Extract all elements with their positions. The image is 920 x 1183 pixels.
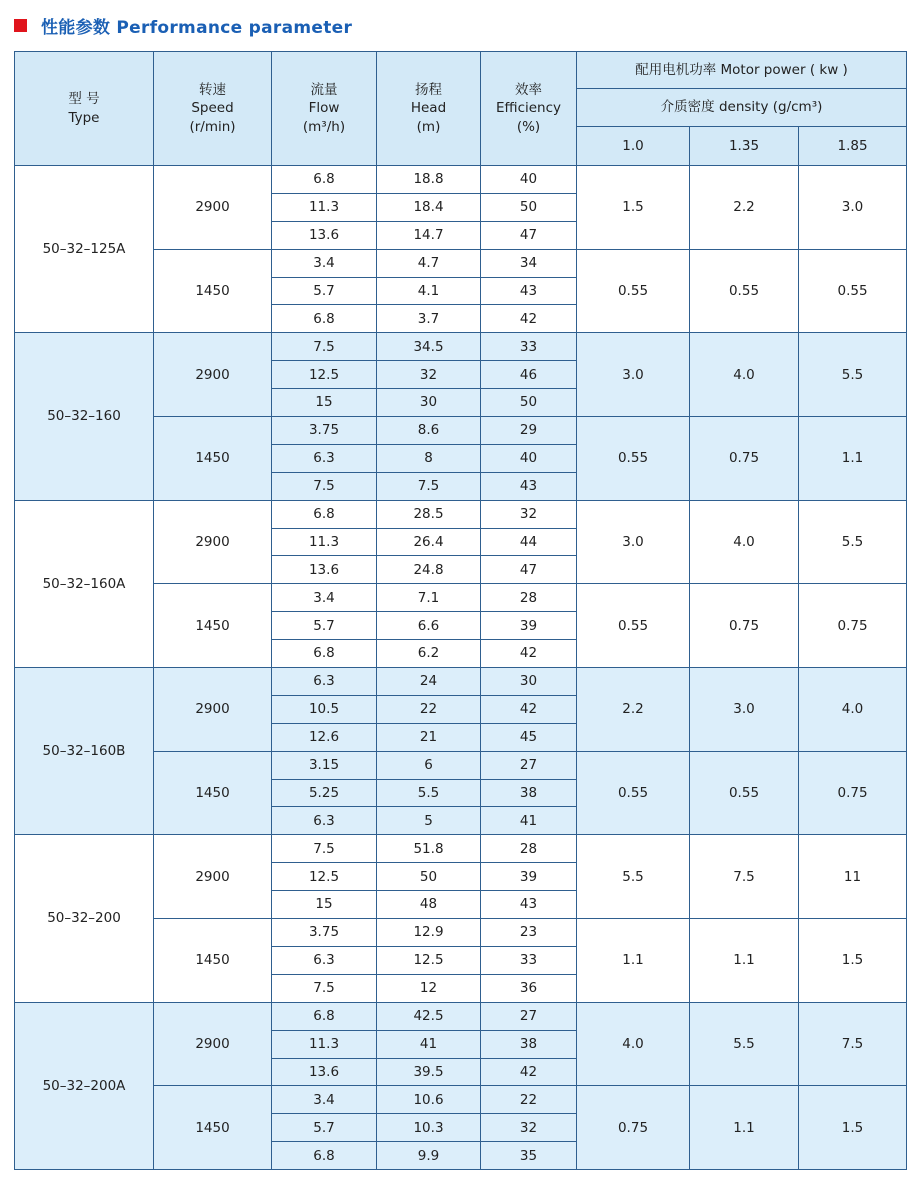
cell-efficiency: 42 — [481, 695, 577, 723]
cell-efficiency: 30 — [481, 668, 577, 696]
cell-efficiency: 46 — [481, 361, 577, 389]
cell-speed: 1450 — [154, 417, 272, 501]
cell-flow: 5.7 — [272, 612, 377, 640]
cell-type: 50–32–200A — [15, 1002, 154, 1169]
header-density-value: 1.85 — [799, 127, 907, 166]
cell-head: 12.9 — [377, 919, 481, 947]
cell-power: 0.55 — [799, 249, 907, 333]
cell-flow: 6.8 — [272, 640, 377, 668]
cell-efficiency: 32 — [481, 1114, 577, 1142]
header-head: 扬程 Head (m) — [377, 52, 481, 166]
table-row — [15, 333, 907, 361]
cell-flow: 7.5 — [272, 333, 377, 361]
cell-efficiency: 47 — [481, 221, 577, 249]
cell-head: 4.1 — [377, 277, 481, 305]
table-body — [15, 166, 907, 1170]
cell-power: 0.55 — [577, 417, 690, 501]
performance-table — [14, 51, 907, 1170]
cell-efficiency: 33 — [481, 333, 577, 361]
cell-efficiency: 27 — [481, 1002, 577, 1030]
cell-efficiency: 38 — [481, 1030, 577, 1058]
cell-flow: 3.4 — [272, 584, 377, 612]
cell-power: 4.0 — [577, 1002, 690, 1086]
cell-flow: 6.3 — [272, 946, 377, 974]
cell-flow: 5.25 — [272, 779, 377, 807]
cell-efficiency: 33 — [481, 946, 577, 974]
cell-efficiency: 40 — [481, 444, 577, 472]
cell-head: 6.2 — [377, 640, 481, 668]
cell-efficiency: 50 — [481, 193, 577, 221]
cell-power: 0.75 — [799, 584, 907, 668]
header-speed: 转速 Speed (r/min) — [154, 52, 272, 166]
cell-flow: 5.7 — [272, 1114, 377, 1142]
cell-head: 24 — [377, 668, 481, 696]
cell-flow: 6.8 — [272, 1002, 377, 1030]
cell-power: 1.1 — [799, 417, 907, 501]
cell-type: 50–32–160B — [15, 668, 154, 835]
cell-flow: 7.5 — [272, 835, 377, 863]
header-efficiency: 效率 Efficiency (%) — [481, 52, 577, 166]
cell-flow: 6.3 — [272, 668, 377, 696]
cell-efficiency: 42 — [481, 305, 577, 333]
cell-head: 5.5 — [377, 779, 481, 807]
cell-power: 1.5 — [799, 919, 907, 1003]
cell-head: 14.7 — [377, 221, 481, 249]
cell-type: 50–32–200 — [15, 835, 154, 1002]
cell-power: 11 — [799, 835, 907, 919]
cell-efficiency: 43 — [481, 277, 577, 305]
cell-efficiency: 28 — [481, 835, 577, 863]
cell-power: 0.55 — [690, 249, 799, 333]
cell-speed: 2900 — [154, 333, 272, 417]
cell-power: 5.5 — [799, 333, 907, 417]
table-row — [15, 668, 907, 696]
page-title-bar — [14, 14, 352, 36]
cell-head: 7.5 — [377, 472, 481, 500]
cell-head: 51.8 — [377, 835, 481, 863]
cell-head: 6.6 — [377, 612, 481, 640]
cell-efficiency: 41 — [481, 807, 577, 835]
cell-flow: 3.4 — [272, 1086, 377, 1114]
cell-speed: 2900 — [154, 166, 272, 250]
cell-head: 3.7 — [377, 305, 481, 333]
cell-speed: 2900 — [154, 500, 272, 584]
cell-flow: 10.5 — [272, 695, 377, 723]
cell-head: 10.3 — [377, 1114, 481, 1142]
cell-head: 21 — [377, 723, 481, 751]
cell-head: 12 — [377, 974, 481, 1002]
cell-power: 3.0 — [577, 333, 690, 417]
cell-head: 18.4 — [377, 193, 481, 221]
cell-flow: 7.5 — [272, 472, 377, 500]
header-density-value: 1.0 — [577, 127, 690, 166]
cell-speed: 1450 — [154, 584, 272, 668]
cell-power: 0.55 — [690, 751, 799, 835]
cell-head: 9.9 — [377, 1142, 481, 1170]
cell-speed: 1450 — [154, 249, 272, 333]
cell-head: 50 — [377, 863, 481, 891]
cell-flow: 13.6 — [272, 1058, 377, 1086]
cell-flow: 15 — [272, 891, 377, 919]
cell-head: 18.8 — [377, 166, 481, 194]
cell-efficiency: 39 — [481, 863, 577, 891]
cell-efficiency: 34 — [481, 249, 577, 277]
cell-flow: 12.6 — [272, 723, 377, 751]
cell-flow: 12.5 — [272, 863, 377, 891]
cell-head: 32 — [377, 361, 481, 389]
cell-efficiency: 43 — [481, 472, 577, 500]
cell-flow: 6.3 — [272, 444, 377, 472]
cell-power: 0.75 — [690, 417, 799, 501]
cell-efficiency: 39 — [481, 612, 577, 640]
cell-efficiency: 32 — [481, 500, 577, 528]
cell-power: 2.2 — [577, 668, 690, 752]
cell-efficiency: 43 — [481, 891, 577, 919]
cell-efficiency: 22 — [481, 1086, 577, 1114]
cell-efficiency: 40 — [481, 166, 577, 194]
cell-flow: 3.75 — [272, 919, 377, 947]
table-row — [15, 835, 907, 863]
cell-power: 1.5 — [799, 1086, 907, 1170]
cell-power: 7.5 — [799, 1002, 907, 1086]
cell-head: 28.5 — [377, 500, 481, 528]
cell-efficiency: 27 — [481, 751, 577, 779]
cell-head: 8.6 — [377, 417, 481, 445]
cell-speed: 1450 — [154, 751, 272, 835]
cell-flow: 11.3 — [272, 193, 377, 221]
cell-flow: 13.6 — [272, 221, 377, 249]
cell-efficiency: 36 — [481, 974, 577, 1002]
cell-power: 0.75 — [799, 751, 907, 835]
cell-head: 24.8 — [377, 556, 481, 584]
cell-speed: 2900 — [154, 668, 272, 752]
cell-power: 3.0 — [577, 500, 690, 584]
cell-power: 0.55 — [577, 584, 690, 668]
cell-speed: 1450 — [154, 919, 272, 1003]
cell-efficiency: 29 — [481, 417, 577, 445]
cell-power: 5.5 — [690, 1002, 799, 1086]
cell-power: 4.0 — [799, 668, 907, 752]
cell-head: 42.5 — [377, 1002, 481, 1030]
cell-efficiency: 23 — [481, 919, 577, 947]
cell-type: 50–32–125A — [15, 166, 154, 333]
cell-power: 0.55 — [577, 249, 690, 333]
cell-head: 5 — [377, 807, 481, 835]
table-row — [15, 166, 907, 194]
cell-power: 3.0 — [690, 668, 799, 752]
page-title: 性能参数 Performance parameter — [41, 17, 353, 38]
cell-type: 50–32–160 — [15, 333, 154, 500]
cell-efficiency: 50 — [481, 389, 577, 417]
cell-head: 4.7 — [377, 249, 481, 277]
cell-flow: 6.8 — [272, 166, 377, 194]
header-flow: 流量 Flow (m³/h) — [272, 52, 377, 166]
cell-power: 7.5 — [690, 835, 799, 919]
cell-power: 0.55 — [577, 751, 690, 835]
cell-power: 4.0 — [690, 333, 799, 417]
cell-speed: 2900 — [154, 1002, 272, 1086]
cell-flow: 12.5 — [272, 361, 377, 389]
cell-power: 4.0 — [690, 500, 799, 584]
cell-head: 48 — [377, 891, 481, 919]
cell-flow: 13.6 — [272, 556, 377, 584]
table-row — [15, 1002, 907, 1030]
cell-type: 50–32–160A — [15, 500, 154, 667]
cell-power: 3.0 — [799, 166, 907, 250]
cell-efficiency: 44 — [481, 528, 577, 556]
cell-flow: 11.3 — [272, 1030, 377, 1058]
title-marker-icon — [14, 19, 27, 32]
cell-flow: 11.3 — [272, 528, 377, 556]
cell-head: 6 — [377, 751, 481, 779]
cell-flow: 7.5 — [272, 974, 377, 1002]
cell-flow: 3.4 — [272, 249, 377, 277]
cell-efficiency: 45 — [481, 723, 577, 751]
cell-power: 1.1 — [690, 1086, 799, 1170]
header-motor-power: 配用电机功率 Motor power ( kw ) — [577, 52, 907, 89]
table-row — [15, 500, 907, 528]
cell-power: 1.5 — [577, 166, 690, 250]
cell-efficiency: 42 — [481, 640, 577, 668]
cell-flow: 6.3 — [272, 807, 377, 835]
cell-head: 39.5 — [377, 1058, 481, 1086]
cell-speed: 2900 — [154, 835, 272, 919]
cell-power: 2.2 — [690, 166, 799, 250]
cell-head: 34.5 — [377, 333, 481, 361]
cell-efficiency: 47 — [481, 556, 577, 584]
cell-flow: 15 — [272, 389, 377, 417]
cell-flow: 5.7 — [272, 277, 377, 305]
cell-head: 41 — [377, 1030, 481, 1058]
cell-flow: 3.75 — [272, 417, 377, 445]
cell-efficiency: 38 — [481, 779, 577, 807]
cell-flow: 6.8 — [272, 500, 377, 528]
cell-head: 8 — [377, 444, 481, 472]
cell-head: 12.5 — [377, 946, 481, 974]
header-density-value: 1.35 — [690, 127, 799, 166]
cell-flow: 6.8 — [272, 305, 377, 333]
cell-efficiency: 28 — [481, 584, 577, 612]
cell-power: 0.75 — [690, 584, 799, 668]
header-type: 型 号 Type — [15, 52, 154, 166]
cell-head: 10.6 — [377, 1086, 481, 1114]
cell-power: 0.75 — [577, 1086, 690, 1170]
cell-head: 7.1 — [377, 584, 481, 612]
cell-efficiency: 42 — [481, 1058, 577, 1086]
cell-head: 26.4 — [377, 528, 481, 556]
cell-flow: 6.8 — [272, 1142, 377, 1170]
cell-efficiency: 35 — [481, 1142, 577, 1170]
cell-head: 30 — [377, 389, 481, 417]
header-density: 介质密度 density (g/cm³) — [577, 89, 907, 127]
cell-power: 5.5 — [799, 500, 907, 584]
cell-power: 1.1 — [690, 919, 799, 1003]
table-header — [15, 52, 907, 166]
cell-power: 1.1 — [577, 919, 690, 1003]
cell-head: 22 — [377, 695, 481, 723]
cell-flow: 3.15 — [272, 751, 377, 779]
cell-power: 5.5 — [577, 835, 690, 919]
cell-speed: 1450 — [154, 1086, 272, 1170]
